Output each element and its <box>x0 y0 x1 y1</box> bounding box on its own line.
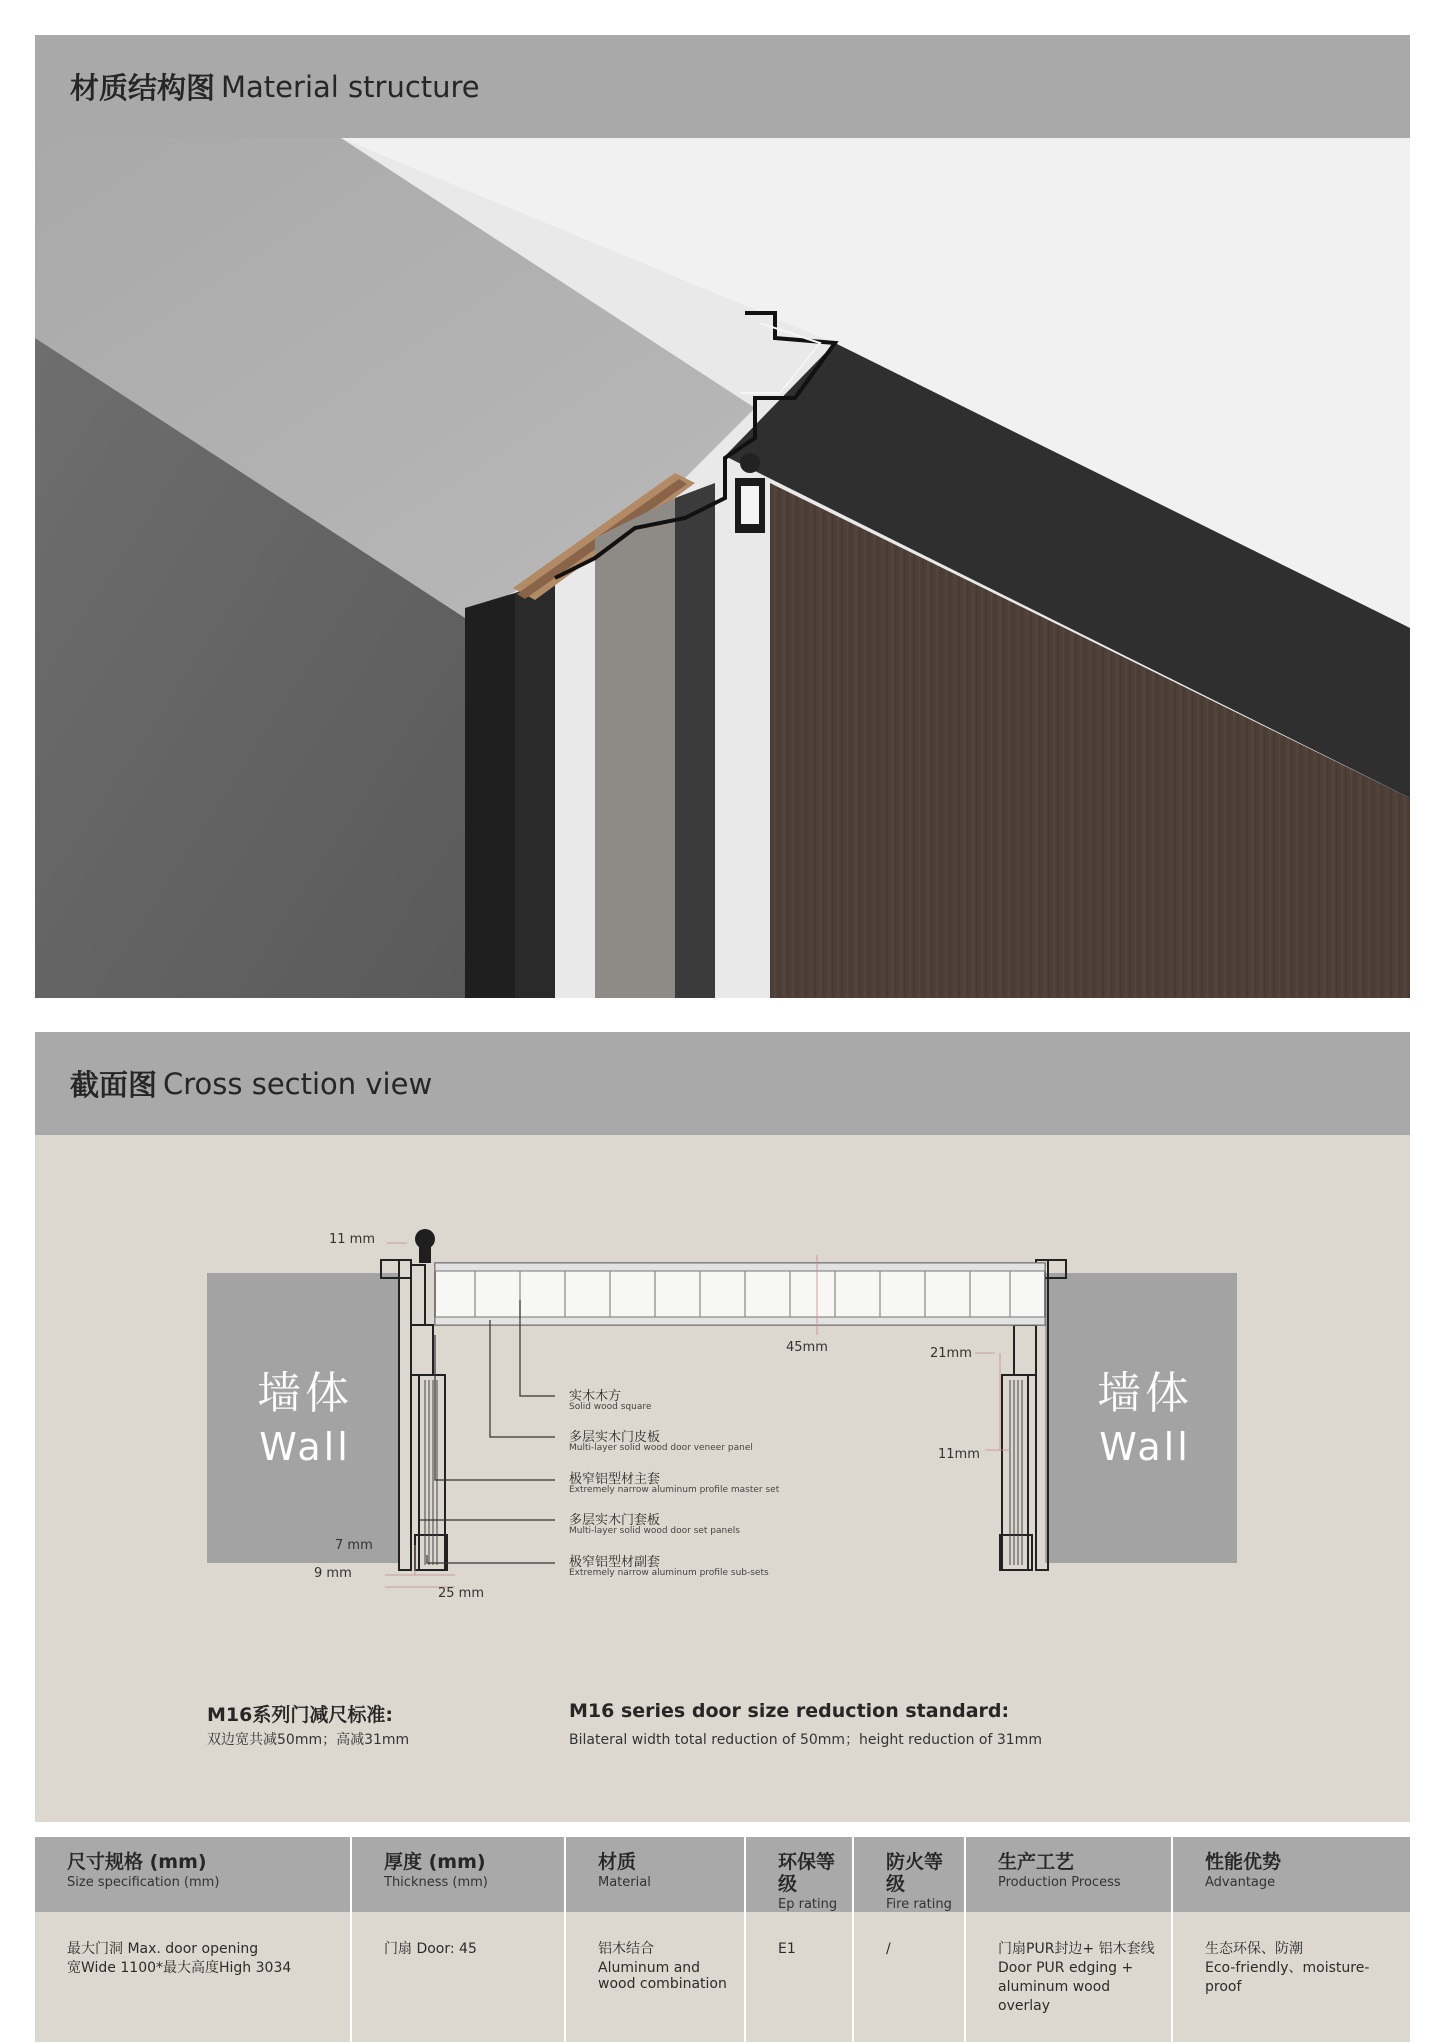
material-structure-header <box>35 35 1410 138</box>
spec-cell-size: 最大门洞 Max. door opening 宽Wide 1100*最大高度High 3034 <box>35 1912 351 2042</box>
standard-desc-en: Bilateral width total reduction of 50mm；height reduction of 31mm <box>569 1732 1042 1748</box>
spec-table-header-row <box>35 1837 1410 1912</box>
callout-5-zh: 极窄铝型材副套 <box>569 1555 661 1570</box>
spec-cell-material: 铝木结合 Aluminum and wood combination <box>565 1912 745 2042</box>
callout-3-zh: 极窄铝型材主套 <box>569 1472 661 1487</box>
left-wall-label-en: Wall <box>259 1425 351 1469</box>
spec-header-fire-rating: 防火等级 Fire rating <box>853 1837 965 1912</box>
cross-section-title-en: Cross section view <box>163 1066 433 1101</box>
callout-2-zh: 多层实木门皮板 <box>569 1430 661 1445</box>
callout-2-en: Multi-layer solid wood door veneer panel <box>569 1443 753 1453</box>
material-structure-render <box>35 138 1410 998</box>
material-structure-title-en: Material structure <box>221 69 480 104</box>
dim-9mm: 9 mm <box>314 1566 352 1581</box>
dim-21mm: 21mm <box>930 1346 972 1361</box>
spec-cell-advantage: 生态环保、防潮 Eco-friendly、moisture-proof <box>1172 1912 1410 2042</box>
door-frame-3d-render <box>35 138 1410 998</box>
cross-section-header <box>35 1032 1410 1135</box>
table-row <box>35 1912 1410 2042</box>
dim-11mm-right: 11mm <box>938 1447 980 1462</box>
callout-3-en: Extremely narrow aluminum profile master set <box>569 1485 780 1495</box>
callout-1-en: Solid wood square <box>569 1402 652 1412</box>
cross-section-title-zh: 截面图 <box>70 1068 158 1102</box>
spec-table <box>35 1837 1410 2042</box>
dim-25mm: 25 mm <box>438 1586 485 1601</box>
spec-cell-process: 门扇PUR封边+ 铝木套线 Door PUR edging + aluminum wood overlay <box>965 1912 1172 2042</box>
standard-desc-zh: 双边宽共减50mm；高减31mm <box>207 1732 410 1748</box>
spec-cell-fire-rating: / <box>853 1912 965 2042</box>
callout-4-en: Multi-layer solid wood door set panels <box>569 1526 740 1536</box>
callout-5-en: Extremely narrow aluminum profile sub-sets <box>569 1568 769 1578</box>
material-structure-title-zh: 材质结构图 <box>70 71 216 105</box>
spec-header-advantage: 性能优势 Advantage <box>1172 1837 1410 1912</box>
dim-7mm: 7 mm <box>335 1538 373 1553</box>
standard-title-zh: M16系列门减尺标准: <box>207 1704 393 1726</box>
spec-header-thickness: 厚度 (mm) Thickness (mm) <box>351 1837 565 1912</box>
right-wall-label-en: Wall <box>1099 1425 1191 1469</box>
spec-header-ep-rating: 环保等级 Ep rating <box>745 1837 853 1912</box>
callout-1-zh: 实木木方 <box>569 1389 622 1404</box>
cross-section-title <box>70 1032 432 1135</box>
spec-cell-thickness: 门扇 Door: 45 <box>351 1912 565 2042</box>
material-structure-title <box>70 35 480 138</box>
spec-header-process: 生产工艺 Production Process <box>965 1837 1172 1912</box>
standard-title-en: M16 series door size reduction standard: <box>569 1700 1010 1722</box>
spec-cell-ep-rating: E1 <box>745 1912 853 2042</box>
callout-4-zh: 多层实木门套板 <box>569 1513 661 1528</box>
dim-11mm-top: 11 mm <box>329 1232 376 1247</box>
dim-45mm: 45mm <box>786 1340 828 1355</box>
left-wall-label-zh: 墙体 <box>257 1368 353 1419</box>
spec-header-size: 尺寸规格 (mm) Size specification (mm) <box>35 1837 351 1912</box>
right-wall-label-zh: 墙体 <box>1097 1368 1193 1419</box>
spec-header-material: 材质 Material <box>565 1837 745 1912</box>
cross-section-panel <box>35 1135 1410 1822</box>
